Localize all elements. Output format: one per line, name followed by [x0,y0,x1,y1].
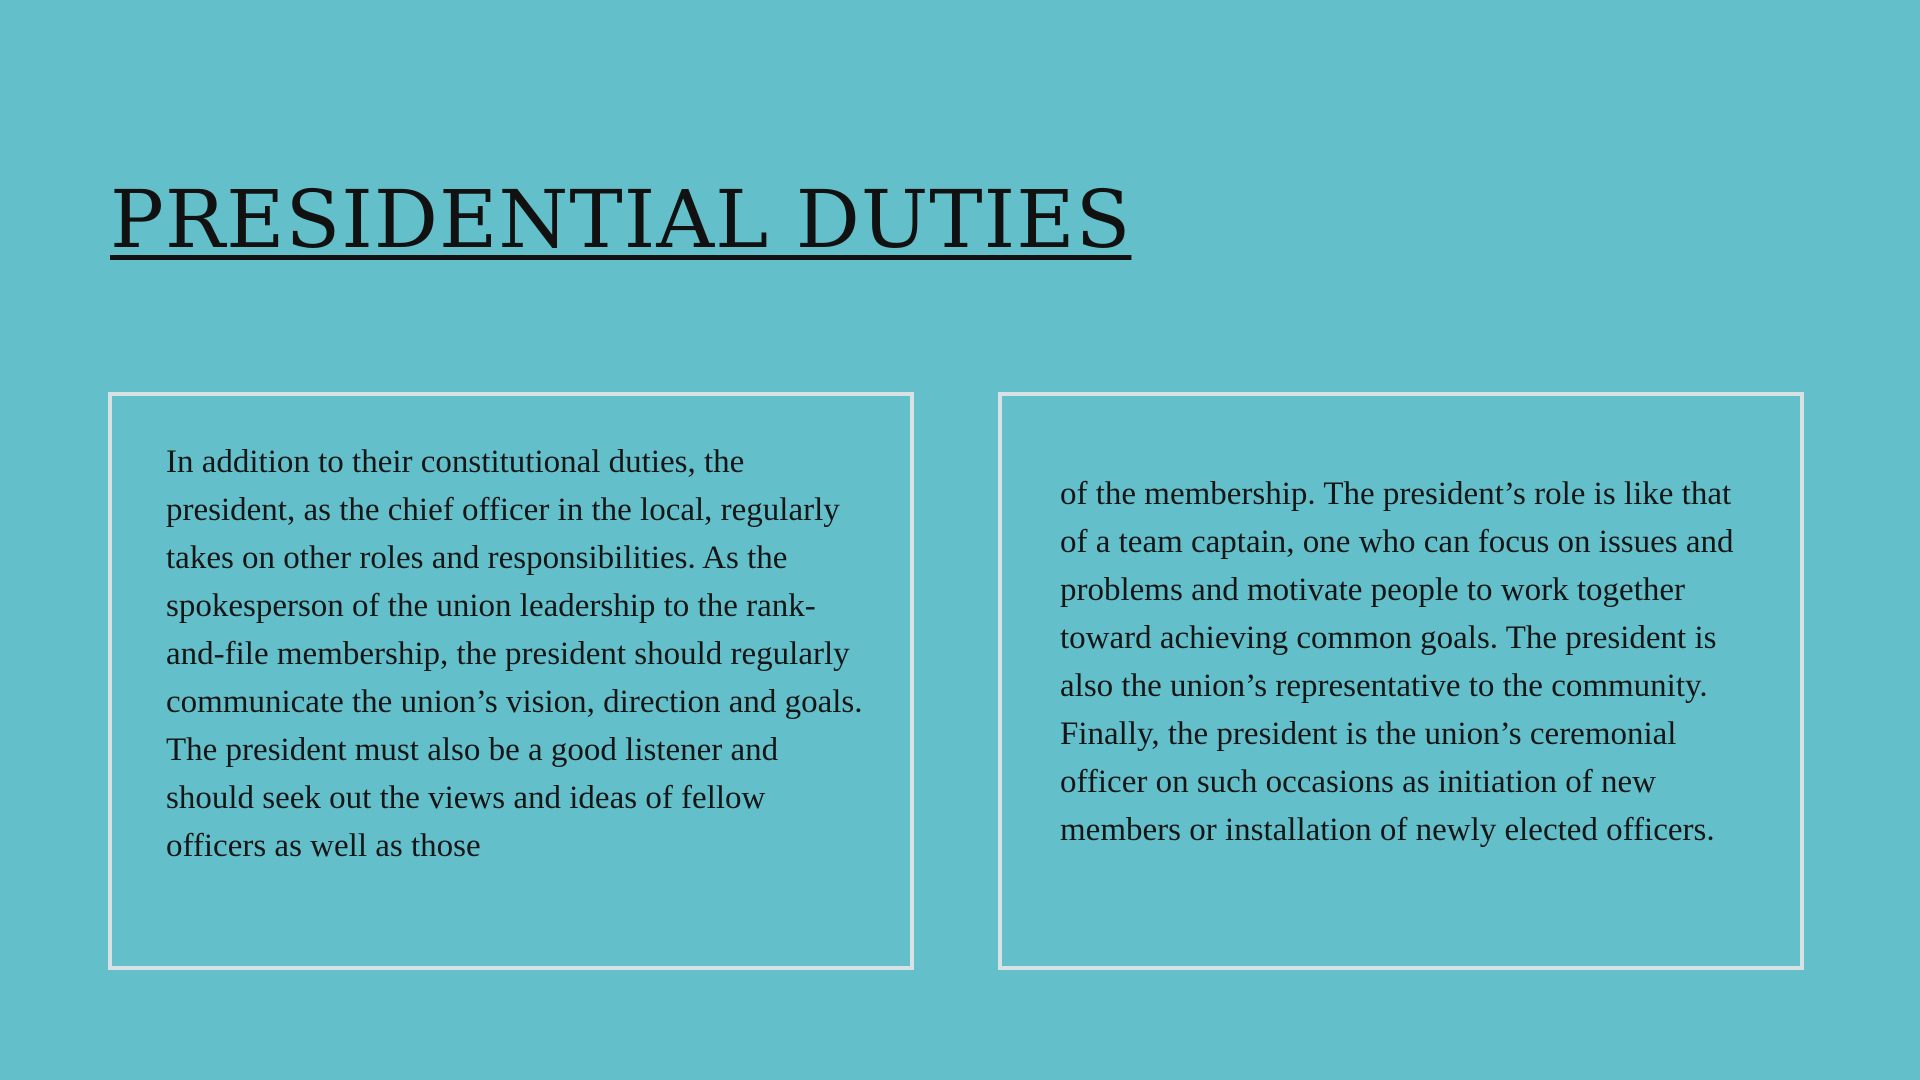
left-box-text: In addition to their constitutional duties, the president, as the chief officer in the local, regularly takes on other roles and responsibilities. As the spokesperson of the union leadership to the rank-and-file membership, the president should regularly communicate the union’s vision, direction and goals. The president must also be a good listener and should seek out the views and ideas of fellow officers as well as those [166,444,863,864]
left-text-box [108,392,914,970]
slide-title: PRESIDENTIAL DUTIES [110,173,1132,266]
right-box-text: of the membership. The president’s role is like that of a team captain, one who can focus on issues and problems and motivate people to work together toward achieving common goals. The president is also the union’s representative to the community. Finally, the president is the union’s ceremonial officer on such occasions as initiation of new members or installation of newly elected officers. [1060,476,1734,848]
right-text-box [998,392,1804,970]
